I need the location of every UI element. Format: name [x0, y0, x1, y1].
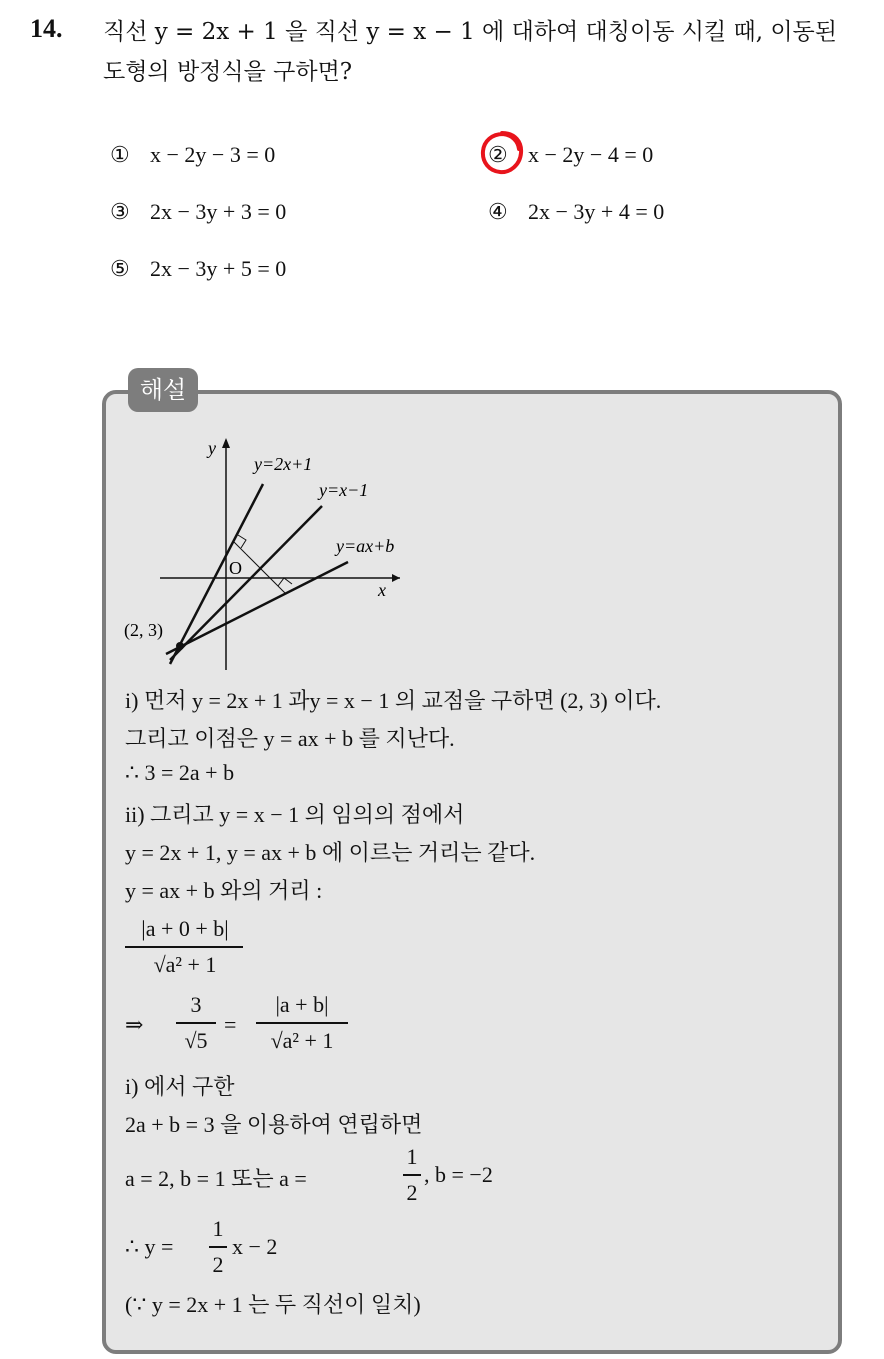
line-label-2: y=x−1 — [319, 480, 369, 500]
solution-line-1: i) 먼저 y = 2x + 1 과y = x − 1 의 교점을 구하면 (2, 3) 이다. — [125, 688, 662, 713]
option-2-number: ② — [488, 142, 508, 167]
result-frac-bar — [403, 1174, 421, 1176]
y-axis-label: y — [208, 438, 216, 458]
question-line-1: 직선 y = 2x + 1 을 직선 y = x − 1 에 대하여 대칭이동 시킬 때, 이동된 — [103, 19, 837, 45]
option-4-number: ④ — [488, 199, 508, 224]
result-frac-denominator: 2 — [406, 1180, 418, 1205]
implies-arrow: ⇒ — [125, 1012, 144, 1037]
fraction-2-numerator: 3 — [190, 992, 202, 1017]
line-label-3: y=ax+b — [336, 536, 395, 556]
question-text — [103, 12, 873, 92]
solution-line-8: 2a + b = 3 을 이용하여 연립하면 — [125, 1112, 423, 1137]
fraction-1-numerator: |a + 0 + b| — [141, 916, 229, 941]
equals-sign: = — [224, 1012, 237, 1037]
fraction-2-denominator: √5 — [184, 1028, 208, 1053]
fraction-3-denominator: √a² + 1 — [270, 1028, 334, 1053]
option-5[interactable] — [110, 256, 286, 282]
fraction-3-numerator: |a + b| — [275, 992, 329, 1017]
fraction-1-denominator: √a² + 1 — [153, 952, 217, 977]
solution-line-3: ∴ 3 = 2a + b — [125, 760, 235, 785]
line-y-ax-plus-b — [166, 562, 348, 654]
line-label-1: y=2x+1 — [254, 454, 313, 474]
y-axis-arrow-icon — [222, 438, 230, 448]
perpendicular-2 — [246, 554, 286, 594]
option-5-expression: 2x − 3y + 5 = 0 — [150, 256, 287, 281]
final-right: x − 2 — [232, 1234, 278, 1259]
option-1[interactable] — [110, 142, 275, 168]
option-1-number: ① — [110, 142, 130, 167]
solution-note: (∵ y = 2x + 1 는 두 직선이 일치) — [125, 1292, 421, 1317]
line-y-2x-plus-1 — [170, 484, 263, 664]
right-angle-mark-1 — [238, 535, 246, 548]
fraction-3-bar — [256, 1022, 348, 1024]
option-1-expression: x − 2y − 3 = 0 — [150, 142, 276, 167]
result-left: a = 2, b = 1 또는 a = — [125, 1166, 307, 1191]
answer-circle-mark — [479, 130, 525, 176]
line-y-x-minus-1 — [170, 506, 322, 660]
final-left: ∴ y = — [125, 1234, 174, 1259]
solution-graph — [116, 428, 436, 678]
solution-line-7: i) 에서 구한 — [125, 1074, 235, 1099]
fraction-1-bar — [125, 946, 243, 948]
fraction-2-bar — [176, 1022, 216, 1024]
result-frac-numerator: 1 — [406, 1144, 418, 1169]
x-axis-label: x — [378, 580, 386, 600]
question-number: 14. — [30, 14, 63, 43]
option-3[interactable] — [110, 199, 286, 225]
final-frac-bar — [209, 1246, 227, 1248]
solution-line-5: y = 2x + 1, y = ax + b 에 이르는 거리는 같다. — [125, 840, 536, 865]
question-line-2: 도형의 방정식을 구하면? — [103, 59, 353, 85]
intersection-point — [176, 642, 184, 650]
solution-line-4: ii) 그리고 y = x − 1 의 임의의 점에서 — [125, 802, 465, 827]
point-label: (2, 3) — [124, 620, 163, 640]
option-4[interactable] — [488, 199, 664, 225]
solution-line-6: y = ax + b 와의 거리 : — [125, 878, 323, 903]
option-4-expression: 2x − 3y + 4 = 0 — [528, 199, 665, 224]
x-axis-arrow-icon — [392, 574, 400, 582]
option-3-number: ③ — [110, 199, 130, 224]
right-angle-mark-2 — [278, 578, 292, 586]
solution-line-2: 그리고 이점은 y = ax + b 를 지난다. — [125, 726, 455, 751]
option-5-number: ⑤ — [110, 256, 130, 281]
option-3-expression: 2x − 3y + 3 = 0 — [150, 199, 287, 224]
final-frac-numerator: 1 — [212, 1216, 224, 1241]
origin-label: O — [229, 558, 242, 578]
solution-tag: 해설 — [128, 368, 198, 412]
final-frac-denominator: 2 — [212, 1252, 224, 1277]
result-right: , b = −2 — [424, 1162, 493, 1187]
option-2-expression: x − 2y − 4 = 0 — [528, 142, 654, 167]
